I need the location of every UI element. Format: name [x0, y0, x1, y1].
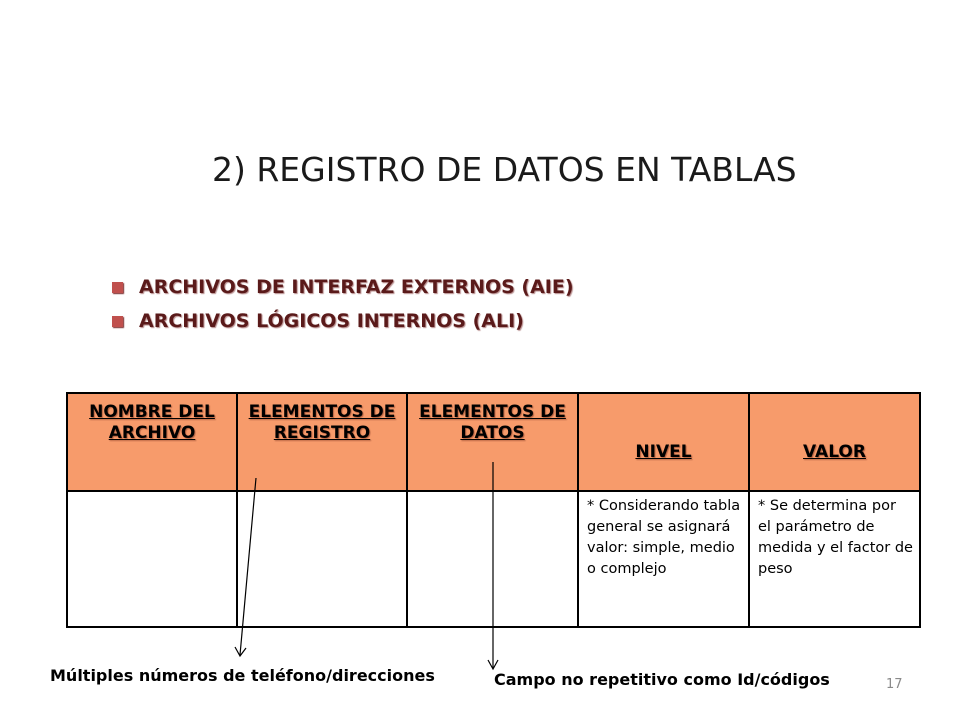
- header-cell: ELEMENTOS DE DATOS: [407, 393, 578, 491]
- bullet-text-ali: ARCHIVOS LÓGICOS INTERNOS (ALI): [139, 310, 524, 332]
- bullet-list: [112, 272, 574, 340]
- bullet-item: [112, 306, 574, 336]
- header-cell: NIVEL: [578, 393, 749, 491]
- header-cell: VALOR: [749, 393, 920, 491]
- table-cell: [407, 491, 578, 627]
- arrowhead-icon: [488, 660, 498, 669]
- header-cell: NOMBRE DEL ARCHIVO: [67, 393, 237, 491]
- square-bullet-icon: [112, 316, 123, 327]
- annotation-right: Campo no repetitivo como Id/códigos: [494, 670, 830, 689]
- table-row: [67, 491, 920, 627]
- page-number: 17: [886, 677, 903, 692]
- table-cell: [67, 491, 237, 627]
- annotation-left: Múltiples números de teléfono/direcciones: [50, 666, 435, 685]
- table-cell: * Se determina por el parámetro de medida y el factor de peso: [749, 491, 920, 627]
- table-header-row: [67, 393, 920, 491]
- table-cell: * Considerando tabla general se asignará valor: simple, medio o complejo: [578, 491, 749, 627]
- square-bullet-icon: [112, 282, 123, 293]
- table-cell: [237, 491, 407, 627]
- data-table: [66, 392, 921, 628]
- bullet-item: [112, 272, 574, 302]
- slide-title: 2) REGISTRO DE DATOS EN TABLAS: [212, 150, 797, 189]
- header-cell: ELEMENTOS DE REGISTRO: [237, 393, 407, 491]
- arrowhead-icon: [235, 647, 246, 656]
- bullet-text-aie: ARCHIVOS DE INTERFAZ EXTERNOS (AIE): [139, 276, 574, 298]
